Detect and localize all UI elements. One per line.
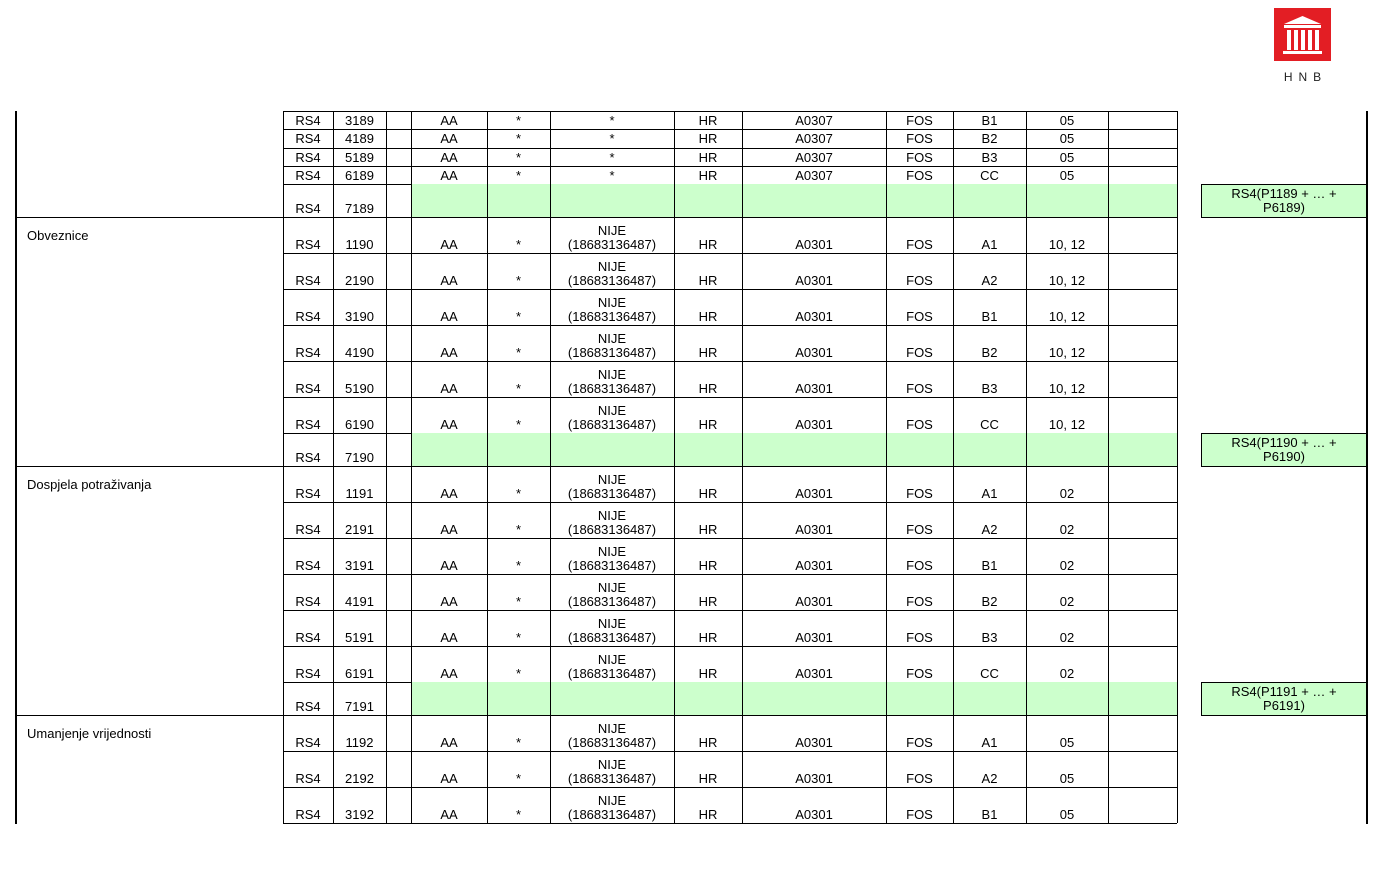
counterparty-line: (18683136487) [567, 345, 657, 360]
row-type-cell: 02 [1059, 630, 1075, 645]
row-col1-cell: AA [440, 666, 458, 681]
column-line [333, 111, 334, 823]
row-col2-cell: * [515, 594, 522, 609]
row-col2-cell: * [515, 558, 522, 573]
total-formula-cell [1201, 184, 1367, 218]
row-series-cell: RS4 [295, 113, 321, 128]
row-code-cell: 5191 [345, 630, 374, 645]
row-grade-cell: CC [980, 666, 999, 681]
row-country-cell: HR [698, 630, 718, 645]
column-line [1108, 111, 1109, 823]
row-counterparty-cell [550, 646, 674, 682]
row-fos-cell: FOS [906, 345, 933, 360]
row-code-cell: 4191 [345, 594, 374, 609]
hnb-logo [1274, 8, 1331, 86]
row-counterparty-cell [550, 466, 674, 502]
row-grade-cell: A2 [981, 522, 998, 537]
row-type-cell: 05 [1059, 807, 1075, 822]
column-line [550, 111, 551, 823]
counterparty-line: NIJE [597, 616, 627, 631]
counterparty-line: NIJE [597, 367, 627, 382]
row-col2-cell: * [515, 345, 522, 360]
row-account-cell: A0301 [795, 273, 833, 288]
row-col1-cell: AA [440, 594, 458, 609]
row-series-cell: RS4 [295, 771, 321, 786]
row-code-cell: 5190 [345, 381, 374, 396]
row-counterparty-cell [550, 361, 674, 397]
row-series-cell: RS4 [295, 168, 321, 183]
row-code-cell: 6190 [345, 417, 374, 432]
total-row-fill [411, 184, 1177, 217]
row-col1-cell: AA [440, 345, 458, 360]
row-col2-cell: * [515, 150, 522, 165]
counterparty-line: NIJE [597, 259, 627, 274]
row-col2-cell: * [515, 735, 522, 750]
row-account-cell: A0301 [795, 630, 833, 645]
counterparty-line: NIJE [597, 472, 627, 487]
row-code-cell: 3191 [345, 558, 374, 573]
row-grade-cell: B3 [981, 150, 998, 165]
formula-line: P6189) [1263, 200, 1305, 215]
row-grade-cell: CC [980, 168, 999, 183]
row-col1-cell: AA [440, 381, 458, 396]
row-account-cell: A0301 [795, 771, 833, 786]
row-account-cell: A0301 [795, 486, 833, 501]
counterparty-line: (18683136487) [567, 771, 657, 786]
row-country-cell: HR [698, 237, 718, 252]
row-series-cell: RS4 [295, 273, 321, 288]
row-country-cell: HR [698, 309, 718, 324]
row-counterparty-cell [550, 574, 674, 610]
row-series-cell: RS4 [295, 522, 321, 537]
row-fos-cell: FOS [906, 666, 933, 681]
counterparty-line: * [609, 113, 615, 128]
row-account-cell: A0301 [795, 417, 833, 432]
formula-line: RS4(P1190 + … + [1231, 435, 1337, 450]
row-type-cell: 02 [1059, 522, 1075, 537]
row-code-cell: 2190 [345, 273, 374, 288]
row-country-cell: HR [698, 594, 718, 609]
column-line [953, 111, 954, 823]
row-grade-cell: B3 [981, 381, 998, 396]
counterparty-line: NIJE [597, 295, 627, 310]
row-code-cell: 1191 [345, 486, 374, 501]
total-series-cell: RS4 [295, 699, 321, 714]
row-country-cell: HR [698, 150, 718, 165]
row-fos-cell: FOS [906, 417, 933, 432]
row-type-cell: 05 [1059, 150, 1075, 165]
row-col2-cell: * [515, 417, 522, 432]
row-type-cell: 10, 12 [1048, 381, 1086, 396]
counterparty-line: * [609, 168, 615, 183]
row-country-cell: HR [698, 168, 718, 183]
hnb-building-icon [1274, 8, 1331, 61]
row-type-cell: 10, 12 [1048, 417, 1086, 432]
row-account-cell: A0307 [795, 113, 833, 128]
row-code-cell: 3189 [345, 113, 374, 128]
row-counterparty-cell [550, 166, 674, 184]
row-grade-cell: A1 [981, 237, 998, 252]
counterparty-line: NIJE [597, 403, 627, 418]
counterparty-line: NIJE [597, 757, 627, 772]
counterparty-line: NIJE [597, 652, 627, 667]
row-code-cell: 2191 [345, 522, 374, 537]
group-label: Dospjela potraživanja [27, 476, 152, 492]
row-fos-cell: FOS [906, 630, 933, 645]
total-formula-cell [1201, 433, 1367, 467]
counterparty-line: (18683136487) [567, 381, 657, 396]
row-code-cell: 3190 [345, 309, 374, 324]
counterparty-line: NIJE [597, 721, 627, 736]
counterparty-line: (18683136487) [567, 273, 657, 288]
group-label: Obveznice [27, 227, 89, 243]
row-account-cell: A0307 [795, 131, 833, 146]
row-counterparty-cell [550, 502, 674, 538]
total-code-cell: 7191 [345, 699, 374, 714]
row-country-cell: HR [698, 666, 718, 681]
row-type-cell: 05 [1059, 735, 1075, 750]
row-counterparty-cell [550, 751, 674, 787]
row-col2-cell: * [515, 522, 522, 537]
counterparty-line: NIJE [597, 544, 627, 559]
row-counterparty-cell [550, 148, 674, 166]
formula-line: RS4(P1191 + … + [1231, 684, 1337, 699]
column-line [283, 111, 284, 823]
row-grade-cell: B1 [981, 558, 998, 573]
row-grade-cell: CC [980, 417, 999, 432]
row-code-cell: 4189 [345, 131, 374, 146]
row-code-cell: 3192 [345, 807, 374, 822]
formula-line: P6191) [1263, 698, 1305, 713]
row-col1-cell: AA [440, 558, 458, 573]
row-col1-cell: AA [440, 522, 458, 537]
row-country-cell: HR [698, 417, 718, 432]
row-series-cell: RS4 [295, 558, 321, 573]
row-country-cell: HR [698, 273, 718, 288]
row-col1-cell: AA [440, 807, 458, 822]
row-account-cell: A0301 [795, 666, 833, 681]
row-series-cell: RS4 [295, 131, 321, 146]
row-series-cell: RS4 [295, 345, 321, 360]
row-grade-cell: B1 [981, 309, 998, 324]
row-country-cell: HR [698, 345, 718, 360]
row-type-cell: 02 [1059, 666, 1075, 681]
row-counterparty-cell [550, 253, 674, 289]
row-col1-cell: AA [440, 237, 458, 252]
total-series-cell: RS4 [295, 450, 321, 465]
row-country-cell: HR [698, 486, 718, 501]
row-account-cell: A0301 [795, 558, 833, 573]
row-col2-cell: * [515, 168, 522, 183]
row-col1-cell: AA [440, 417, 458, 432]
counterparty-line: (18683136487) [567, 522, 657, 537]
group-label: Umanjenje vrijednosti [27, 725, 152, 741]
row-fos-cell: FOS [906, 381, 933, 396]
row-code-cell: 6189 [345, 168, 374, 183]
row-counterparty-cell [550, 325, 674, 361]
row-col2-cell: * [515, 309, 522, 324]
counterparty-line: (18683136487) [567, 558, 657, 573]
row-account-cell: A0301 [795, 735, 833, 750]
counterparty-line: NIJE [597, 580, 627, 595]
row-fos-cell: FOS [906, 131, 933, 146]
row-counterparty-cell [550, 397, 674, 433]
column-line [886, 111, 887, 823]
row-series-cell: RS4 [295, 594, 321, 609]
row-col1-cell: AA [440, 735, 458, 750]
row-col1-cell: AA [440, 486, 458, 501]
row-grade-cell: A1 [981, 486, 998, 501]
row-type-cell: 10, 12 [1048, 309, 1086, 324]
counterparty-line: * [609, 150, 615, 165]
row-code-cell: 6191 [345, 666, 374, 681]
row-grade-cell: B1 [981, 807, 998, 822]
row-type-cell: 02 [1059, 558, 1075, 573]
row-col2-cell: * [515, 131, 522, 146]
row-country-cell: HR [698, 807, 718, 822]
row-col1-cell: AA [440, 131, 458, 146]
row-fos-cell: FOS [906, 594, 933, 609]
row-account-cell: A0301 [795, 381, 833, 396]
row-col2-cell: * [515, 113, 522, 128]
column-line [411, 111, 412, 823]
total-code-cell: 7190 [345, 450, 374, 465]
counterparty-line: NIJE [597, 508, 627, 523]
counterparty-line: (18683136487) [567, 666, 657, 681]
row-type-cell: 05 [1059, 131, 1075, 146]
row-series-cell: RS4 [295, 486, 321, 501]
row-country-cell: HR [698, 522, 718, 537]
row-country-cell: HR [698, 735, 718, 750]
row-fos-cell: FOS [906, 807, 933, 822]
column-line [1026, 111, 1027, 823]
column-line [386, 111, 387, 823]
column-line [1177, 111, 1178, 823]
total-series-cell: RS4 [295, 201, 321, 216]
row-account-cell: A0307 [795, 150, 833, 165]
formula-line: RS4(P1189 + … + [1231, 186, 1337, 201]
row-series-cell: RS4 [295, 735, 321, 750]
row-country-cell: HR [698, 558, 718, 573]
row-col1-cell: AA [440, 630, 458, 645]
row-account-cell: A0301 [795, 594, 833, 609]
row-fos-cell: FOS [906, 558, 933, 573]
row-type-cell: 10, 12 [1048, 273, 1086, 288]
row-type-cell: 05 [1059, 113, 1075, 128]
counterparty-line: (18683136487) [567, 807, 657, 822]
row-counterparty-cell [550, 787, 674, 823]
row-grade-cell: B2 [981, 131, 998, 146]
total-row-fill [411, 433, 1177, 466]
row-col2-cell: * [515, 630, 522, 645]
row-counterparty-cell [550, 538, 674, 574]
row-type-cell: 10, 12 [1048, 345, 1086, 360]
row-fos-cell: FOS [906, 522, 933, 537]
row-col2-cell: * [515, 237, 522, 252]
counterparty-line: (18683136487) [567, 486, 657, 501]
total-code-cell: 7189 [345, 201, 374, 216]
row-divider [283, 823, 1177, 824]
counterparty-line: * [609, 131, 615, 146]
row-counterparty-cell [550, 129, 674, 147]
counterparty-line: NIJE [597, 331, 627, 346]
row-type-cell: 10, 12 [1048, 237, 1086, 252]
row-type-cell: 02 [1059, 594, 1075, 609]
row-code-cell: 4190 [345, 345, 374, 360]
row-fos-cell: FOS [906, 735, 933, 750]
row-code-cell: 2192 [345, 771, 374, 786]
counterparty-line: (18683136487) [567, 594, 657, 609]
counterparty-line: (18683136487) [567, 735, 657, 750]
counterparty-line: NIJE [597, 223, 627, 238]
counterparty-line: NIJE [597, 793, 627, 808]
row-account-cell: A0301 [795, 345, 833, 360]
row-grade-cell: B1 [981, 113, 998, 128]
row-counterparty-cell [550, 217, 674, 253]
row-fos-cell: FOS [906, 309, 933, 324]
row-country-cell: HR [698, 131, 718, 146]
row-series-cell: RS4 [295, 237, 321, 252]
counterparty-line: (18683136487) [567, 237, 657, 252]
row-col1-cell: AA [440, 168, 458, 183]
row-col1-cell: AA [440, 273, 458, 288]
row-account-cell: A0301 [795, 309, 833, 324]
row-fos-cell: FOS [906, 168, 933, 183]
counterparty-line: (18683136487) [567, 630, 657, 645]
row-col1-cell: AA [440, 113, 458, 128]
row-fos-cell: FOS [906, 486, 933, 501]
row-series-cell: RS4 [295, 807, 321, 822]
row-country-cell: HR [698, 771, 718, 786]
row-counterparty-cell [550, 610, 674, 646]
column-line [742, 111, 743, 823]
total-row-fill [411, 682, 1177, 715]
row-series-cell: RS4 [295, 309, 321, 324]
row-grade-cell: A2 [981, 273, 998, 288]
row-col2-cell: * [515, 771, 522, 786]
counterparty-line: (18683136487) [567, 309, 657, 324]
row-fos-cell: FOS [906, 273, 933, 288]
row-col1-cell: AA [440, 150, 458, 165]
row-col2-cell: * [515, 807, 522, 822]
row-counterparty-cell [550, 111, 674, 129]
row-col1-cell: AA [440, 309, 458, 324]
row-fos-cell: FOS [906, 150, 933, 165]
row-col2-cell: * [515, 486, 522, 501]
row-fos-cell: FOS [906, 237, 933, 252]
row-grade-cell: B2 [981, 594, 998, 609]
row-account-cell: A0307 [795, 168, 833, 183]
table-top-line [283, 111, 1177, 112]
column-line [487, 111, 488, 823]
row-type-cell: 05 [1059, 771, 1075, 786]
row-series-cell: RS4 [295, 417, 321, 432]
row-series-cell: RS4 [295, 150, 321, 165]
formula-line: P6190) [1263, 449, 1305, 464]
row-code-cell: 5189 [345, 150, 374, 165]
row-col2-cell: * [515, 273, 522, 288]
row-type-cell: 05 [1059, 168, 1075, 183]
hnb-logo-text: HNB [1283, 70, 1328, 84]
row-grade-cell: B2 [981, 345, 998, 360]
row-grade-cell: A2 [981, 771, 998, 786]
row-code-cell: 1190 [345, 237, 374, 252]
row-grade-cell: A1 [981, 735, 998, 750]
counterparty-line: (18683136487) [567, 417, 657, 432]
row-col1-cell: AA [440, 771, 458, 786]
row-series-cell: RS4 [295, 381, 321, 396]
column-line [674, 111, 675, 823]
row-fos-cell: FOS [906, 113, 933, 128]
row-col2-cell: * [515, 666, 522, 681]
total-formula-cell [1201, 682, 1367, 716]
row-fos-cell: FOS [906, 771, 933, 786]
row-series-cell: RS4 [295, 666, 321, 681]
row-country-cell: HR [698, 381, 718, 396]
row-country-cell: HR [698, 113, 718, 128]
row-series-cell: RS4 [295, 630, 321, 645]
row-account-cell: A0301 [795, 522, 833, 537]
row-counterparty-cell [550, 289, 674, 325]
row-counterparty-cell [550, 715, 674, 751]
row-account-cell: A0301 [795, 237, 833, 252]
row-code-cell: 1192 [345, 735, 374, 750]
row-col2-cell: * [515, 381, 522, 396]
row-account-cell: A0301 [795, 807, 833, 822]
row-grade-cell: B3 [981, 630, 998, 645]
row-type-cell: 02 [1059, 486, 1075, 501]
